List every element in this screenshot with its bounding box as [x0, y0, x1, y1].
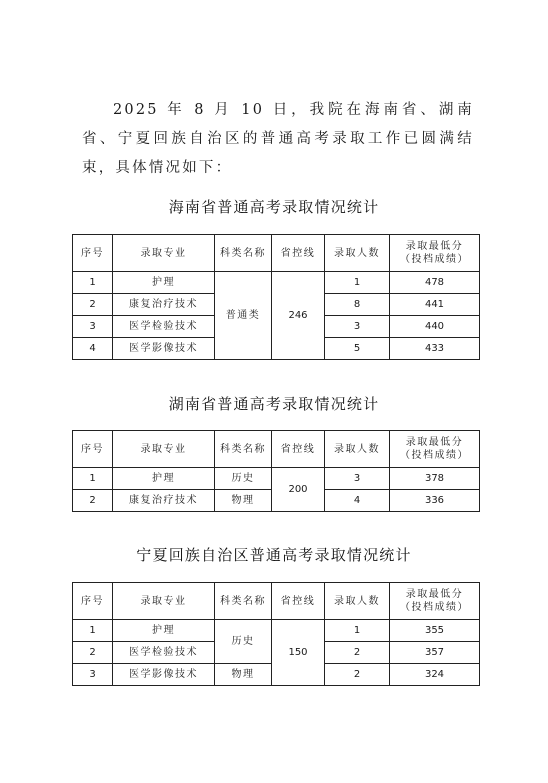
header-seq: 序号	[73, 235, 113, 272]
header-category: 科类名称	[215, 583, 272, 620]
cell-score: 440	[390, 316, 480, 338]
cell-major: 康复治疗技术	[113, 294, 215, 316]
cell-seq: 4	[73, 338, 113, 360]
header-seq: 序号	[73, 431, 113, 468]
cell-control-line: 200	[272, 468, 325, 512]
cell-major: 护理	[113, 468, 215, 490]
cell-major: 医学影像技术	[113, 338, 215, 360]
cell-seq: 1	[73, 272, 113, 294]
cell-score: 433	[390, 338, 480, 360]
cell-score: 324	[390, 664, 480, 686]
hunan-table	[72, 430, 480, 512]
header-min-score-line1: 录取最低分	[405, 589, 464, 600]
cell-count: 4	[325, 490, 390, 512]
cell-count: 1	[325, 272, 390, 294]
cell-major: 康复治疗技术	[113, 490, 215, 512]
header-control-line: 省控线	[272, 235, 325, 272]
header-count: 录取人数	[325, 583, 390, 620]
cell-major: 医学检验技术	[113, 642, 215, 664]
ningxia-title: 宁夏回族自治区普通高考录取情况统计	[136, 546, 412, 564]
header-min-score-line1: 录取最低分	[405, 241, 464, 252]
cell-category: 历史	[215, 620, 272, 664]
header-major: 录取专业	[113, 235, 215, 272]
cell-seq: 2	[73, 294, 113, 316]
cell-seq: 2	[73, 642, 113, 664]
cell-count: 2	[325, 664, 390, 686]
cell-category: 物理	[215, 490, 272, 512]
table-row	[73, 620, 480, 642]
header-row	[73, 235, 480, 272]
header-major: 录取专业	[113, 431, 215, 468]
header-row	[73, 583, 480, 620]
table-row	[73, 272, 480, 294]
cell-seq: 1	[73, 620, 113, 642]
header-major: 录取专业	[113, 583, 215, 620]
header-row	[73, 431, 480, 468]
hainan-table	[72, 234, 480, 360]
cell-category: 历史	[215, 468, 272, 490]
ningxia-table	[72, 582, 480, 686]
header-category: 科类名称	[215, 431, 272, 468]
hunan-title: 湖南省普通高考录取情况统计	[168, 395, 380, 413]
header-min-score	[390, 235, 480, 272]
header-min-score-line2: （投档成绩）	[400, 602, 469, 613]
cell-score: 378	[390, 468, 480, 490]
header-min-score-line2: （投档成绩）	[400, 450, 469, 461]
cell-count: 3	[325, 316, 390, 338]
cell-seq: 1	[73, 468, 113, 490]
cell-major: 医学检验技术	[113, 316, 215, 338]
table-row	[73, 468, 480, 490]
cell-count: 5	[325, 338, 390, 360]
cell-score: 336	[390, 490, 480, 512]
header-count: 录取人数	[325, 235, 390, 272]
header-category: 科类名称	[215, 235, 272, 272]
header-count: 录取人数	[325, 431, 390, 468]
cell-control-line: 246	[272, 272, 325, 360]
intro-paragraph	[82, 96, 474, 183]
cell-seq: 3	[73, 664, 113, 686]
cell-count: 8	[325, 294, 390, 316]
cell-seq: 2	[73, 490, 113, 512]
intro-text: 2025 年 8 月 10 日，我院在海南省、湖南省、宁夏回族自治区的普通高考录取工作已圆满结束，具体情况如下：	[82, 102, 474, 176]
header-control-line: 省控线	[272, 431, 325, 468]
cell-major: 护理	[113, 620, 215, 642]
header-min-score-line2: （投档成绩）	[400, 254, 469, 265]
cell-count: 2	[325, 642, 390, 664]
cell-score: 478	[390, 272, 480, 294]
header-min-score-line1: 录取最低分	[405, 437, 464, 448]
hainan-title: 海南省普通高考录取情况统计	[168, 198, 380, 216]
header-min-score	[390, 583, 480, 620]
cell-major: 医学影像技术	[113, 664, 215, 686]
cell-seq: 3	[73, 316, 113, 338]
cell-score: 355	[390, 620, 480, 642]
header-control-line: 省控线	[272, 583, 325, 620]
cell-count: 1	[325, 620, 390, 642]
cell-count: 3	[325, 468, 390, 490]
cell-score: 441	[390, 294, 480, 316]
cell-major: 护理	[113, 272, 215, 294]
cell-category: 普通类	[215, 272, 272, 360]
cell-category: 物理	[215, 664, 272, 686]
cell-score: 357	[390, 642, 480, 664]
header-seq: 序号	[73, 583, 113, 620]
cell-control-line: 150	[272, 620, 325, 686]
header-min-score	[390, 431, 480, 468]
